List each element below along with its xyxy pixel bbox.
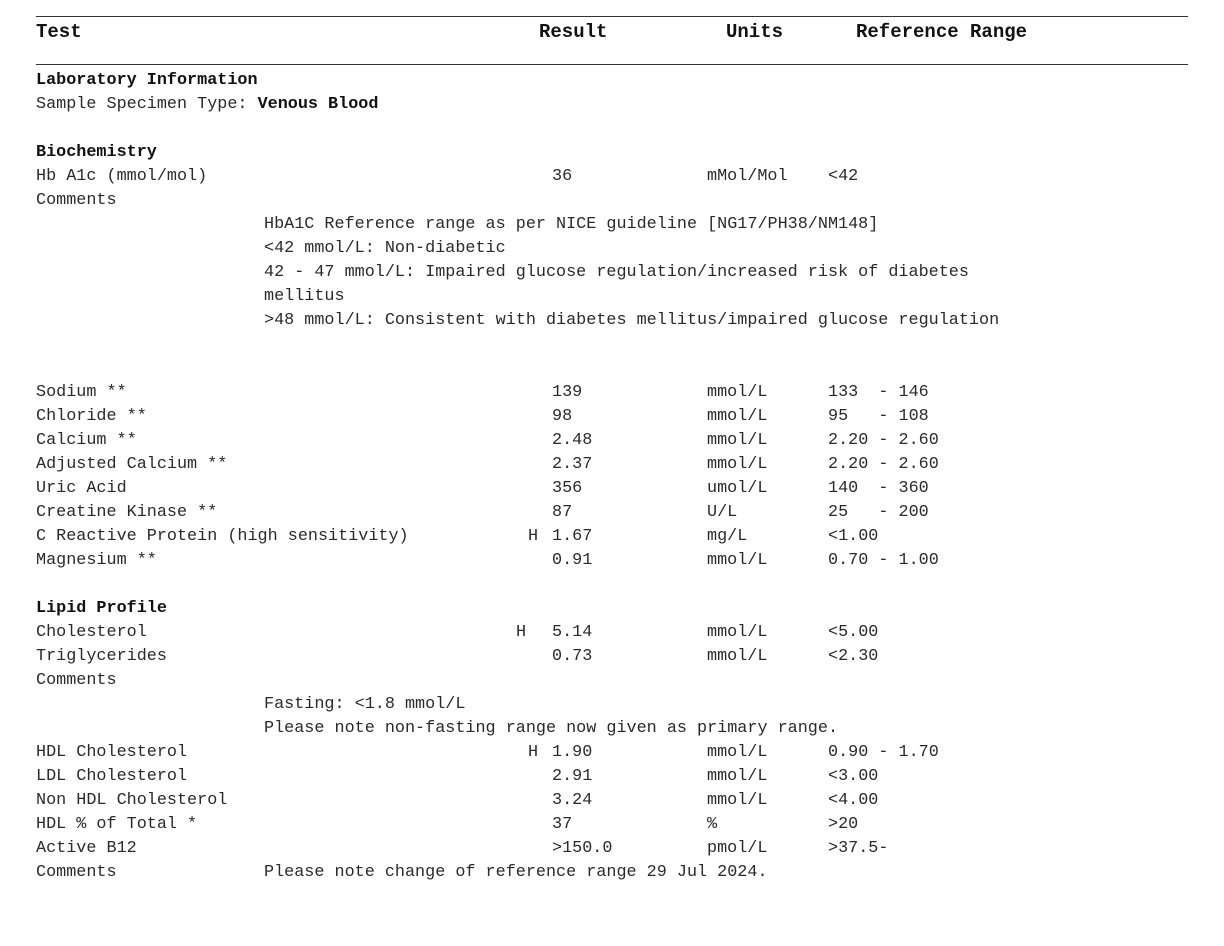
col-header-reference-range: Reference Range (856, 21, 1028, 43)
units-value: mmol/L (707, 455, 768, 474)
units-value: mmol/L (707, 383, 768, 402)
abnormal-flag: H (528, 527, 539, 546)
test-name: Chloride ** (36, 407, 147, 426)
hba1c-comment-line: >48 mmol/L: Consistent with diabetes mellitus/impaired glucose regulation (264, 311, 1000, 330)
result-value: 87 (552, 503, 573, 522)
reference-range-value: 95 - 108 (828, 407, 929, 426)
result-value: 2.37 (552, 455, 593, 474)
specimen-label: Sample Specimen Type: (36, 95, 248, 114)
specimen-type-line (36, 95, 378, 115)
reference-range-value: <4.00 (828, 791, 879, 810)
units-value: % (707, 815, 718, 834)
units-value: mmol/L (707, 407, 768, 426)
test-name: Calcium ** (36, 431, 137, 450)
test-name: LDL Cholesterol (36, 767, 188, 786)
final-comments-label: Comments (36, 863, 117, 882)
col-header-test: Test (36, 21, 82, 43)
specimen-value: Venous Blood (257, 95, 379, 114)
hba1c-result: 36 (552, 167, 573, 186)
lipid-comments-label: Comments (36, 671, 117, 690)
result-value: >150.0 (552, 839, 613, 858)
reference-range-value: <2.30 (828, 647, 879, 666)
test-name: Cholesterol (36, 623, 147, 642)
reference-range-value: 0.90 - 1.70 (828, 743, 939, 762)
final-comment: Please note change of reference range 29 Jul 2024. (264, 863, 768, 882)
units-value: mmol/L (707, 767, 768, 786)
units-value: mmol/L (707, 791, 768, 810)
test-name: Creatine Kinase ** (36, 503, 218, 522)
col-header-result: Result (539, 21, 608, 43)
test-name: C Reactive Protein (high sensitivity) (36, 527, 409, 546)
units-value: umol/L (707, 479, 768, 498)
units-value: mmol/L (707, 743, 768, 762)
reference-range-value: 2.20 - 2.60 (828, 455, 939, 474)
result-value: 0.73 (552, 647, 593, 666)
result-value: 1.67 (552, 527, 593, 546)
reference-range-value: 2.20 - 2.60 (828, 431, 939, 450)
abnormal-flag: H (528, 743, 539, 762)
reference-range-value: 133 - 146 (828, 383, 929, 402)
hba1c-units: mMol/Mol (707, 167, 788, 186)
result-value: 98 (552, 407, 573, 426)
result-value: 139 (552, 383, 583, 402)
test-name: HDL Cholesterol (36, 743, 188, 762)
col-header-units: Units (726, 21, 784, 43)
hba1c-comment-line: <42 mmol/L: Non-diabetic (264, 239, 506, 258)
result-value: 5.14 (552, 623, 593, 642)
lipid-comment-line: Fasting: <1.8 mmol/L (264, 695, 466, 714)
hba1c-range: <42 (828, 167, 859, 186)
hba1c-comment-line: HbA1C Reference range as per NICE guideline [NG17/PH38/NM148] (264, 215, 879, 234)
result-value: 356 (552, 479, 583, 498)
result-value: 37 (552, 815, 573, 834)
test-name: Magnesium ** (36, 551, 157, 570)
test-name: HDL % of Total * (36, 815, 198, 834)
reference-range-value: 0.70 - 1.00 (828, 551, 939, 570)
units-value: mmol/L (707, 623, 768, 642)
reference-range-value: >20 (828, 815, 859, 834)
units-value: mg/L (707, 527, 748, 546)
reference-range-value: 140 - 360 (828, 479, 929, 498)
hba1c-test: Hb A1c (mmol/mol) (36, 167, 208, 186)
reference-range-value: <1.00 (828, 527, 879, 546)
reference-range-value: <3.00 (828, 767, 879, 786)
units-value: mmol/L (707, 647, 768, 666)
lab-info-heading: Laboratory Information (36, 71, 258, 90)
lipid-profile-heading: Lipid Profile (36, 599, 167, 618)
header-rule (36, 64, 1188, 65)
biochemistry-comments-label: Comments (36, 191, 117, 210)
lipid-comment-line: Please note non-fasting range now given as primary range. (264, 719, 839, 738)
result-value: 1.90 (552, 743, 593, 762)
reference-range-value: <5.00 (828, 623, 879, 642)
test-name: Uric Acid (36, 479, 127, 498)
units-value: U/L (707, 503, 738, 522)
abnormal-flag: H (516, 623, 527, 642)
test-name: Sodium ** (36, 383, 127, 402)
units-value: mmol/L (707, 551, 768, 570)
biochemistry-heading: Biochemistry (36, 143, 157, 162)
reference-range-value: >37.5- (828, 839, 889, 858)
test-name: Triglycerides (36, 647, 167, 666)
result-value: 2.48 (552, 431, 593, 450)
result-value: 0.91 (552, 551, 593, 570)
top-rule (36, 16, 1188, 17)
result-value: 3.24 (552, 791, 593, 810)
units-value: mmol/L (707, 431, 768, 450)
hba1c-comment-line: 42 - 47 mmol/L: Impaired glucose regulation/increased risk of diabetes (264, 263, 969, 282)
result-value: 2.91 (552, 767, 593, 786)
units-value: pmol/L (707, 839, 768, 858)
reference-range-value: 25 - 200 (828, 503, 929, 522)
test-name: Active B12 (36, 839, 137, 858)
hba1c-comment-line: mellitus (264, 287, 345, 306)
test-name: Non HDL Cholesterol (36, 791, 228, 810)
test-name: Adjusted Calcium ** (36, 455, 228, 474)
